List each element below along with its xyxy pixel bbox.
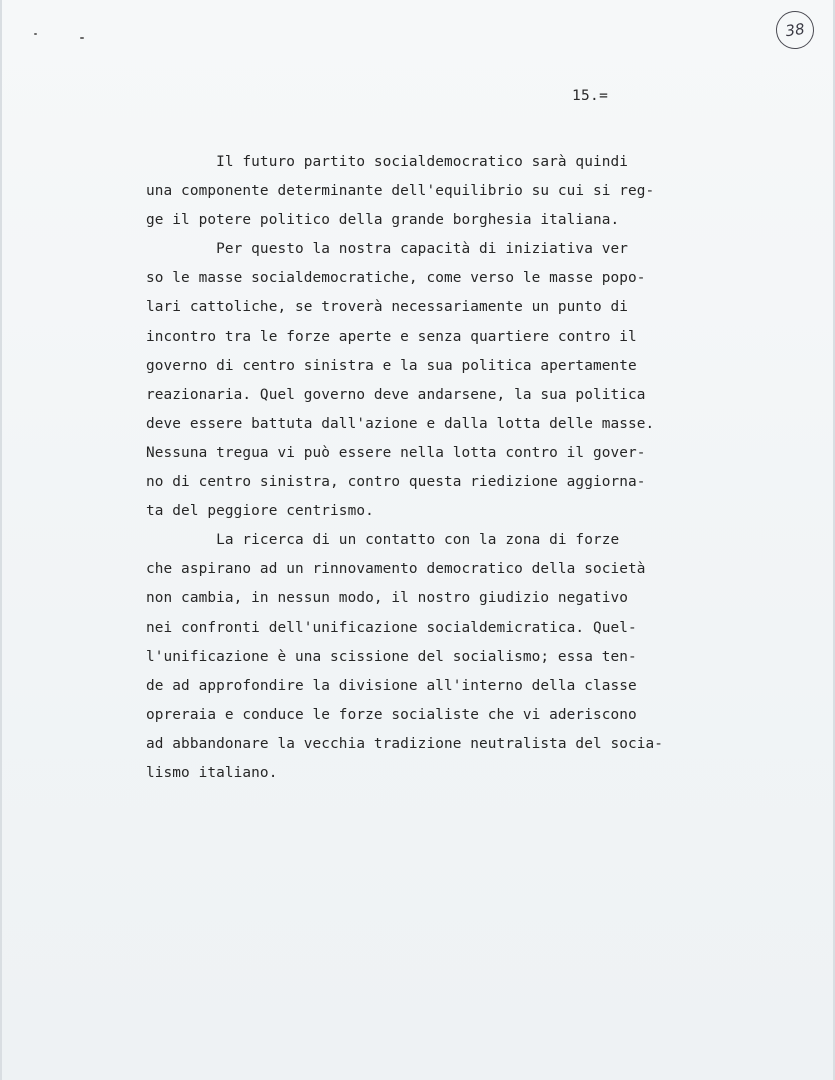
text-line: nei confronti dell'unificazione socialdemicratica. Quel-	[146, 619, 637, 636]
text-line: una componente determinante dell'equilibrio su cui si reg-	[146, 183, 655, 200]
text-line: La ricerca di un contatto con la zona di forze	[146, 532, 620, 549]
text-line: non cambia, in nessun modo, il nostro giudizio negativo	[146, 590, 629, 607]
text-line: opreraia e conduce le forze socialiste che vi aderiscono	[146, 706, 637, 723]
page-stamp	[774, 9, 817, 52]
page-stamp-number: 38	[784, 19, 806, 41]
text-line: l'unificazione è una scissione del socialismo; essa ten-	[146, 648, 637, 665]
text-line: Per questo la nostra capacità di iniziativa ver	[146, 241, 629, 258]
text-line: Il futuro partito socialdemocratico sarà quindi	[146, 154, 629, 170]
text-line: lismo italiano.	[146, 764, 278, 781]
text-line: incontro tra le forze aperte e senza quartiere contro il	[146, 328, 637, 345]
paper-speck	[80, 37, 84, 39]
text-line: governo di centro sinistra e la sua politica apertamente	[146, 357, 637, 374]
page-number: 15.=	[572, 88, 609, 104]
text-line: de ad approfondire la divisione all'interno della classe	[146, 677, 637, 694]
text-line: lari cattoliche, se troverà necessariamente un punto di	[146, 299, 629, 316]
text-line: no di centro sinistra, contro questa riedizione aggiorna-	[146, 474, 646, 491]
text-line: deve essere battuta dall'azione e dalla lotta delle masse.	[146, 415, 655, 432]
text-line: ta del peggiore centrismo.	[146, 503, 374, 520]
text-line: Nessuna tregua vi può essere nella lotta contro il gover-	[146, 444, 646, 461]
text-line: ge il potere politico della grande borghesia italiana.	[146, 212, 620, 229]
text-line: che aspirano ad un rinnovamento democratico della società	[146, 561, 646, 578]
text-line: ad abbandonare la vecchia tradizione neutralista del socia-	[146, 735, 664, 752]
paper-speck	[34, 33, 37, 35]
text-line: so le masse socialdemocratiche, come verso le masse popo-	[146, 270, 646, 287]
text-line: reazionaria. Quel governo deve andarsene, la sua politica	[146, 386, 646, 403]
typewritten-body	[146, 148, 726, 788]
